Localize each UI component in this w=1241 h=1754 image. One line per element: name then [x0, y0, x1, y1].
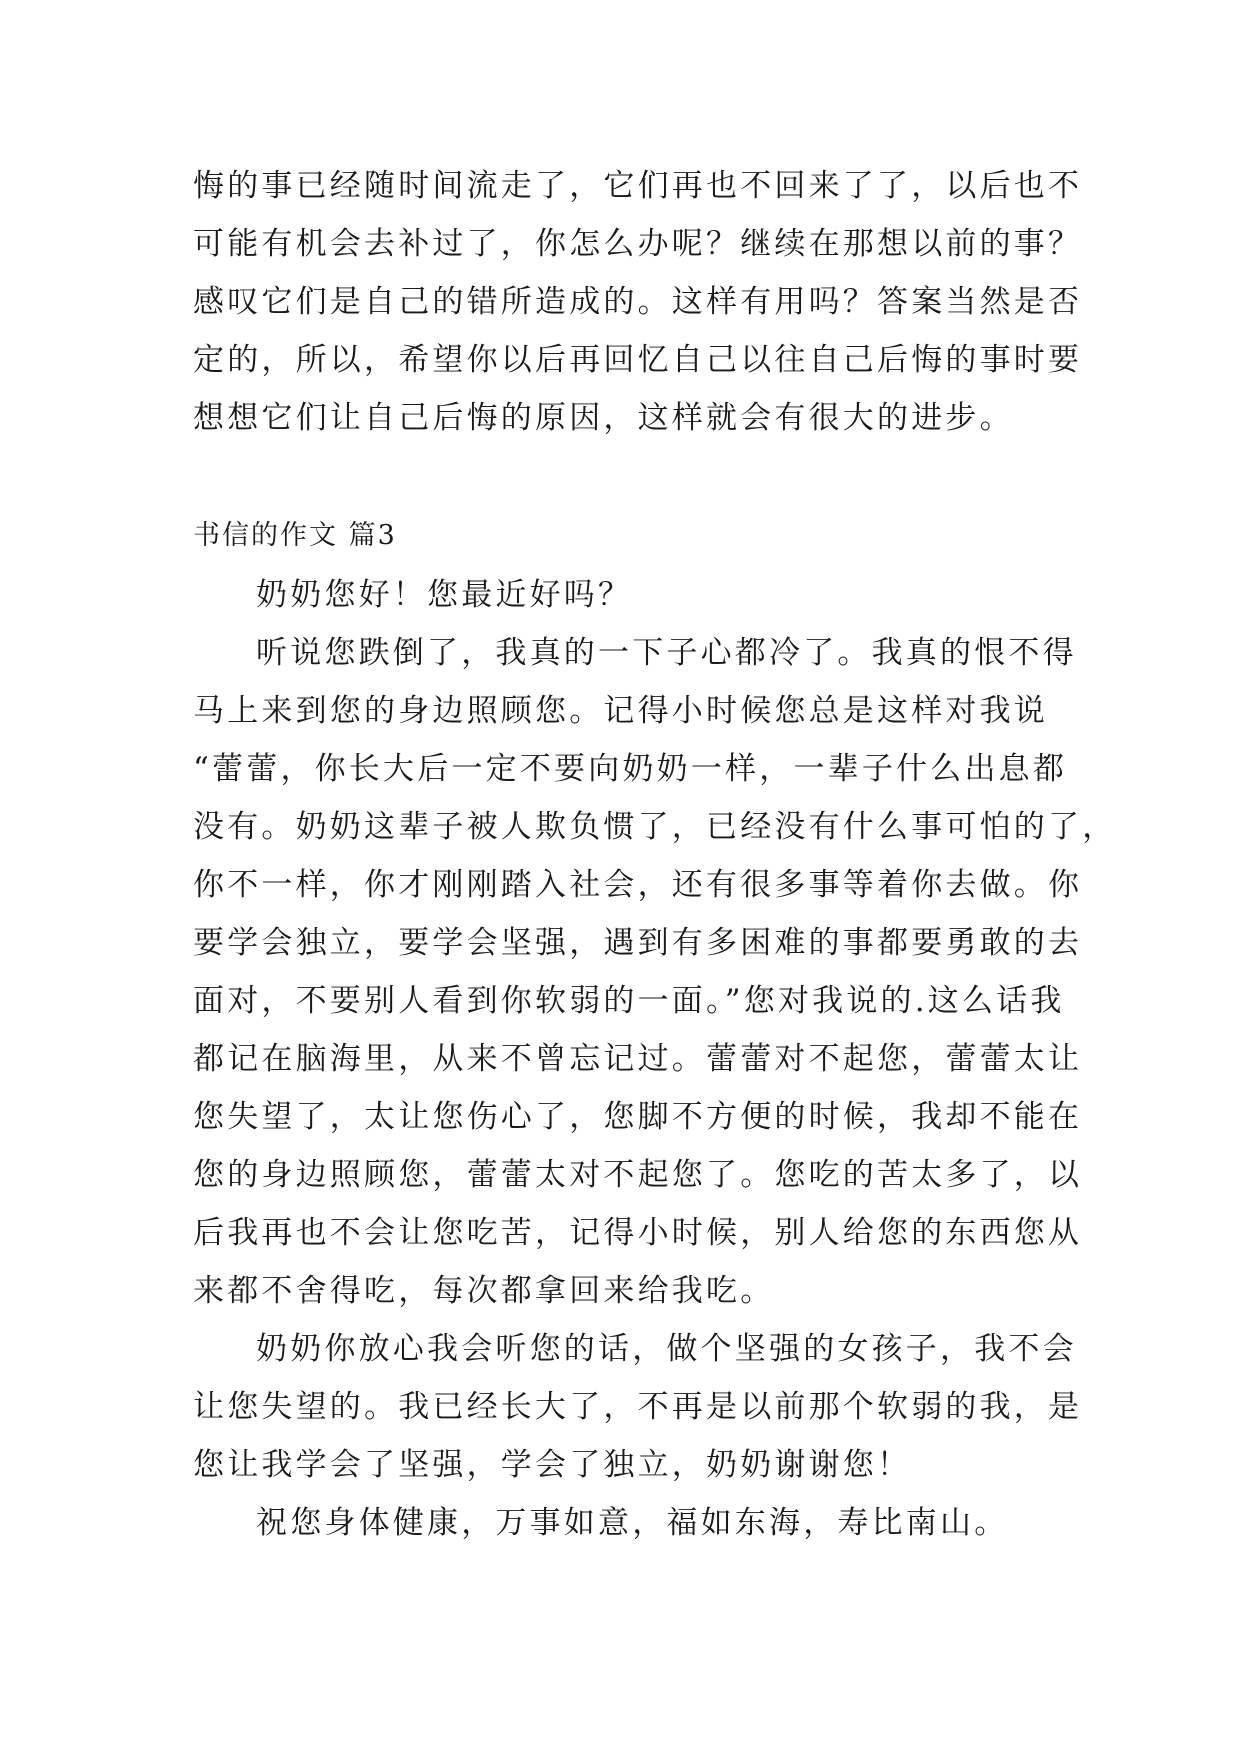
section-title: 书信的作文 篇3 [193, 520, 397, 551]
paragraph-line: “蕾蕾，你长大后一定不要向奶奶一样，一辈子什么出息都 [193, 751, 1068, 787]
paragraph-line: 奶奶你放心我会听您的话，做个坚强的女孩子，我不会 [256, 1331, 1077, 1367]
paragraph-line: 您让我学会了坚强，学会了独立，奶奶谢谢您！ [193, 1447, 912, 1483]
paragraph-line: 悔的事已经随时间流走了，它们再也不回来了了，以后也不 [193, 168, 1083, 204]
paragraph-line: 您失望了，太让您伤心了，您脚不方便的时候，我却不能在 [193, 1099, 1083, 1135]
letter-greeting: 奶奶您好！您最近好吗？ [256, 577, 633, 613]
paragraph-line: 来都不舍得吃，每次都拿回来给我吃。 [193, 1273, 775, 1309]
paragraph-line: 定的，所以，希望你以后再回忆自己以往自己后悔的事时要 [193, 342, 1083, 378]
paragraph-line: 面对，不要别人看到你软弱的一面。”您对我说的.这么话我 [193, 983, 1065, 1019]
paragraph-line: 后我再也不会让您吃苦，记得小时候，别人给您的东西您从 [193, 1215, 1083, 1251]
letter-closing: 祝您身体健康，万事如意，福如东海，寿比南山。 [256, 1505, 1009, 1541]
paragraph-line: 可能有机会去补过了，你怎么办呢？继续在那想以前的事？ [193, 226, 1083, 262]
paragraph-line: 你不一样，你才刚刚踏入社会，还有很多事等着你去做。你 [193, 867, 1083, 903]
paragraph-line: 想想它们让自己后悔的原因，这样就会有很大的进步。 [193, 400, 1014, 436]
paragraph-line: 您的身边照顾您，蕾蕾太对不起您了。您吃的苦太多了，以 [193, 1157, 1083, 1193]
paragraph-line: 要学会独立，要学会坚强，遇到有多困难的事都要勇敢的去 [193, 925, 1083, 961]
paragraph-line: 马上来到您的身边照顾您。记得小时候您总是这样对我说 [193, 693, 1048, 729]
paragraph-line: 听说您跌倒了，我真的一下子心都冷了。我真的恨不得 [256, 635, 1077, 671]
paragraph-line: 感叹它们是自己的错所造成的。这样有用吗？答案当然是否 [193, 284, 1083, 320]
paragraph-line: 让您失望的。我已经长大了，不再是以前那个软弱的我，是 [193, 1389, 1083, 1425]
paragraph-line: 都记在脑海里，从来不曾忘记过。蕾蕾对不起您，蕾蕾太让 [193, 1041, 1083, 1077]
paragraph-line: 没有。奶奶这辈子被人欺负惯了，已经没有什么事可怕的了， [193, 809, 1117, 845]
